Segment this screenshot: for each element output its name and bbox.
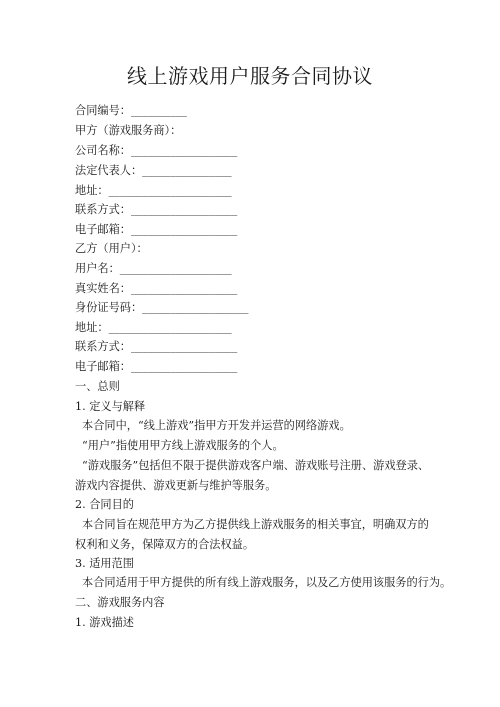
legal-representative-field: 法定代表人：________________ [75,164,232,177]
party-b-heading: 乙方（用户）： [75,242,148,255]
paragraph: “用户”指使用甲方线上游戏服务的个人。 [82,439,284,452]
subsection-heading: 2. 合同目的 [75,498,134,511]
paragraph: 本合同中，“线上游戏”指甲方开发并运营的网络游戏。 [82,419,351,432]
subsection-heading: 1. 定义与解释 [75,400,146,413]
contract-number-field: 合同编号：__________ [75,104,187,117]
company-name-field: 公司名称：___________________ [75,144,238,157]
paragraph: 本合同适用于甲方提供的所有线上游戏服务，以及乙方使用该服务的行为。 [82,576,452,589]
subsection-heading: 1. 游戏描述 [75,616,134,629]
section-heading: 一、总则 [75,380,120,393]
party-a-contact-field: 联系方式：___________________ [75,203,238,216]
username-field: 用户名：____________________ [75,262,232,275]
party-b-contact-field: 联系方式：___________________ [75,340,238,353]
real-name-field: 真实姓名：___________________ [75,282,238,295]
party-a-address-field: 地址：______________________ [75,184,232,197]
section-heading: 二、游戏服务内容 [75,596,165,609]
paragraph: “游戏服务”包括但不限于提供游戏客户端、游戏账号注册、游戏登录、游戏内容提供、游戏更新与维护等服务。 [75,459,430,492]
party-a-heading: 甲方（游戏服务商）： [75,124,182,137]
paragraph: 本合同旨在规范甲方为乙方提供线上游戏服务的相关事宜，明确双方的权利和义务，保障双方的合法权益。 [75,518,429,551]
id-number-field: 身份证号码：___________________ [75,301,249,314]
subsection-heading: 3. 适用范围 [75,557,134,570]
document-title: 线上游戏用户服务合同协议 [127,64,373,88]
party-b-address-field: 地址：______________________ [75,321,232,334]
party-b-email-field: 电子邮箱：___________________ [75,360,238,373]
party-a-email-field: 电子邮箱：___________________ [75,223,238,236]
